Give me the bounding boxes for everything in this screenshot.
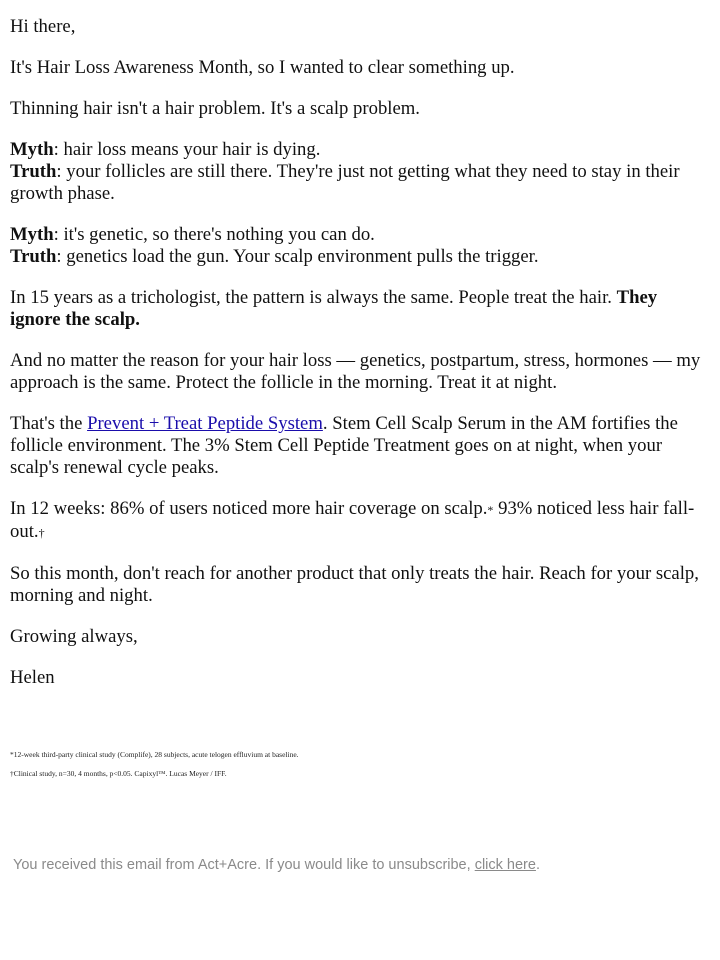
truth-text: : genetics load the gun. Your scalp environment pulls the trigger.: [56, 246, 539, 267]
thesis-paragraph: Thinning hair isn't a hair problem. It's a scalp problem.: [10, 98, 420, 119]
signature: Helen: [10, 667, 55, 688]
system-text-after: . Stem Cell Scalp Serum in the AM fortifies the follicle environment. The 3% Stem Cell Peptide Treatment goes on at night, when your scalp's renewal cycle peaks.: [10, 413, 678, 478]
intro-paragraph: It's Hair Loss Awareness Month, so I wanted to clear something up.: [10, 57, 515, 78]
peptide-system-link[interactable]: Prevent + Treat Peptide System: [87, 413, 323, 434]
truth-label: Truth: [10, 161, 57, 182]
system-paragraph: [10, 413, 710, 479]
unsubscribe-text: You received this email from Act+Acre. If you would like to unsubscribe,: [13, 857, 475, 873]
myth-label: Myth: [10, 139, 54, 160]
footnotes: [10, 750, 710, 788]
results-text-2: 93% noticed less hair fall-out.: [10, 498, 695, 542]
unsubscribe-notice: [13, 857, 713, 873]
footnote-marker-dagger: †: [38, 526, 45, 540]
unsubscribe-end: .: [535, 857, 540, 873]
cta-paragraph: So this month, don't reach for another product that only treats the hair. Reach for your scalp, morning and night.: [10, 563, 699, 606]
greeting: Hi there,: [10, 16, 76, 37]
truth-text: : your follicles are still there. They're just not getting what they need to stay in their growth phase.: [10, 161, 680, 204]
experience-text: In 15 years as a trichologist, the pattern is always the same. People treat the hair.: [10, 287, 617, 308]
signoff: Growing always,: [10, 626, 138, 647]
system-text-before: That's the: [10, 413, 88, 434]
results-paragraph: [10, 498, 710, 544]
truth-label: Truth: [10, 246, 57, 267]
myth-text: : hair loss means your hair is dying.: [53, 139, 321, 160]
unsubscribe-link[interactable]: click here: [474, 857, 536, 873]
myth-text: : it's genetic, so there's nothing you can do.: [53, 224, 375, 245]
email-body: [10, 16, 710, 708]
footnote-2: †Clinical study, n=30, 4 months, p<0.05. Capixyl™. Lucas Meyer / IFF.: [10, 769, 227, 778]
myth-label: Myth: [10, 224, 54, 245]
results-text-1: In 12 weeks: 86% of users noticed more hair coverage on scalp.: [10, 498, 488, 519]
approach-paragraph: And no matter the reason for your hair loss — genetics, postpartum, stress, hormones — my approach is the same. Protect the follicle in the morning. Treat it at night.: [10, 350, 701, 393]
footnote-marker-asterisk: *: [487, 503, 494, 517]
experience-paragraph: [10, 287, 710, 331]
myth-truth-block-1: [10, 139, 710, 205]
footnote-1: *12-week third-party clinical study (Complife), 28 subjects, acute telogen effluvium at baseline.: [10, 750, 299, 759]
experience-emphasis: They ignore the scalp.: [10, 287, 658, 330]
myth-truth-block-2: [10, 224, 710, 268]
